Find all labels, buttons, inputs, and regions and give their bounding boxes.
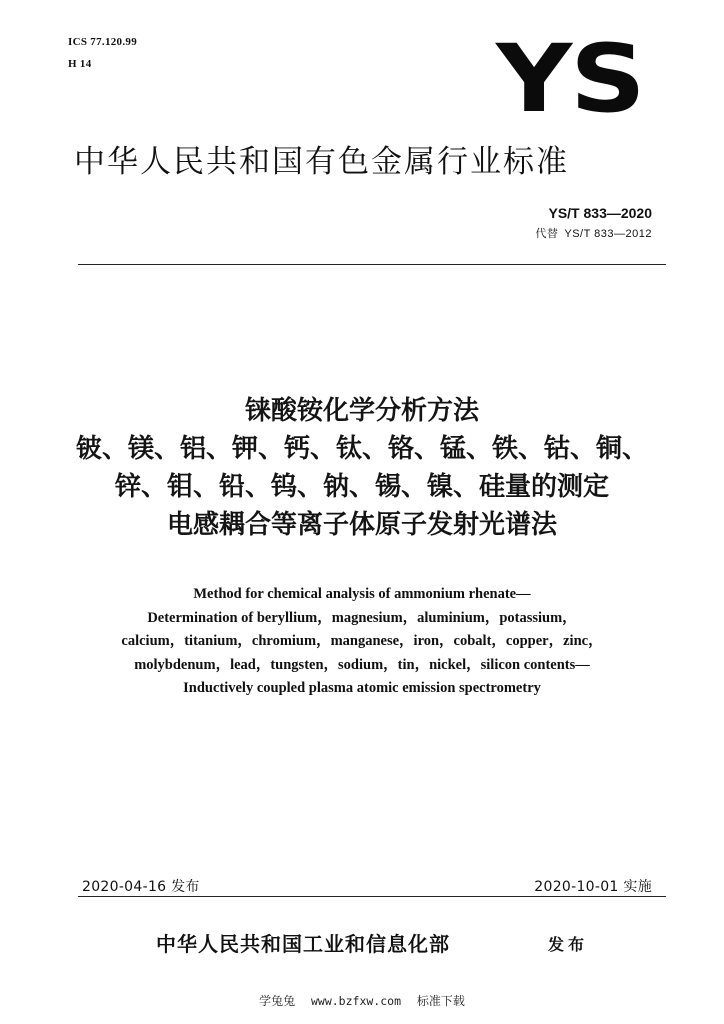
classification-code: H 14 [68,58,92,70]
chinese-title-line: 电感耦合等离子体原子发射光谱法 [166,510,557,540]
ys-logo: YS [496,25,644,134]
english-title-line: Determination of beryllium，magnesium，aluminium，potassium， [147,609,577,626]
footer-tagline: 标准下载 [416,994,465,1008]
english-title [0,583,724,701]
chinese-title [0,392,724,544]
footer-site-name: 学兔兔 [259,994,296,1008]
top-divider [78,264,666,265]
ics-code: ICS 77.120.99 [68,36,137,48]
footer-url-link[interactable]: www.bzfxw.com [310,994,401,1008]
replaces-standard [535,225,652,241]
issuing-authority: 中华人民共和国工业和信息化部 [156,932,450,956]
standard-number: YS/T 833—2020 [548,205,652,221]
english-title-line: Method for chemical analysis of ammonium rhenate— [193,586,531,602]
implementation-date: 2020-10-01 实施 [534,879,652,895]
bottom-divider [78,896,666,897]
chinese-title-line: 铼酸铵化学分析方法 [244,396,479,426]
chinese-title-line: 铍、镁、铝、钾、钙、钛、铬、锰、铁、钴、铜、 [75,434,648,464]
chinese-title-line: 锌、钼、铅、钨、钠、锡、镍、硅量的测定 [114,472,609,502]
english-title-line: calcium，titanium，chromium，manganese，iron，cobalt，copper，zinc， [121,633,603,649]
replaces-label: 代替 [535,227,559,240]
replaces-number: YS/T 833—2012 [564,228,652,240]
footer [0,992,724,1009]
english-title-line: Inductively coupled plasma atomic emission spectrometry [183,680,541,696]
issue-label: 发布 [548,935,589,954]
english-title-line: molybdenum，lead，tungsten，sodium，tin，nickel，silicon contents— [134,656,590,673]
standard-category-title: 中华人民共和国有色金属行业标准 [74,144,569,180]
publish-date: 2020-04-16 发布 [82,879,200,895]
